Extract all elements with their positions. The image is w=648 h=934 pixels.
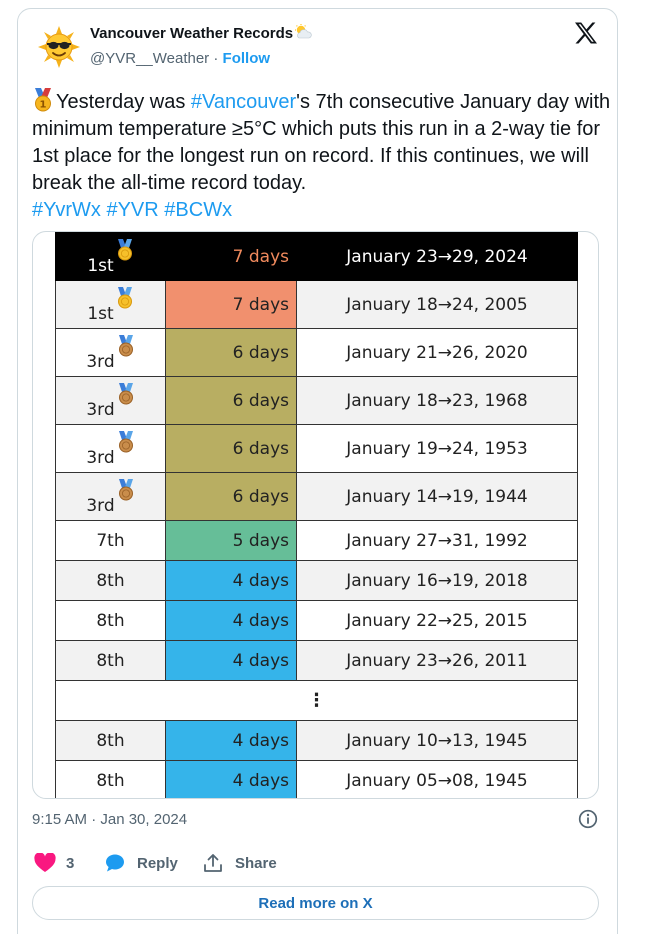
date-range-cell: January 18→23, 1968 [297, 377, 578, 425]
table-row [56, 681, 578, 721]
rank-label: 3rd [86, 496, 115, 516]
date-range-cell: January 16→19, 2018 [297, 561, 578, 601]
table-row [56, 233, 578, 281]
share-label: Share [235, 854, 277, 872]
handle[interactable]: @YVR__Weather [90, 50, 210, 67]
days-cell: 6 days [166, 425, 297, 473]
bronze-medal-icon [117, 335, 135, 357]
date-range-cell: January 10→13, 1945 [297, 721, 578, 761]
read-more-button[interactable]: Read more on X [32, 886, 599, 920]
rank-cell [56, 761, 166, 800]
rank-wrap [96, 731, 124, 751]
rank-cell [56, 329, 166, 377]
table-row [56, 473, 578, 521]
date-range-cell: January 23→26, 2011 [297, 641, 578, 681]
rank-label: 3rd [86, 352, 115, 372]
bronze-medal-icon [117, 383, 135, 405]
action-bar [32, 853, 592, 875]
rank-cell [56, 601, 166, 641]
hashtag-vancouver[interactable]: #Vancouver [190, 91, 297, 113]
date-range-cell: January 23→29, 2024 [297, 233, 578, 281]
share-upload-icon [203, 853, 223, 873]
rank-label: 8th [96, 610, 125, 631]
x-logo-icon[interactable] [574, 22, 598, 44]
rank-wrap [86, 483, 134, 516]
rank-cell [56, 521, 166, 561]
hashtag-yvr[interactable]: #YVR [106, 199, 159, 221]
table-ellipsis: ⋮ [56, 681, 578, 721]
days-cell: 7 days [166, 233, 297, 281]
sun-behind-cloud-icon [294, 24, 312, 40]
table-row [56, 281, 578, 329]
tweet-text [32, 88, 612, 224]
date-range-cell: January 22→25, 2015 [297, 601, 578, 641]
rank-wrap [96, 531, 124, 551]
handle-line [90, 50, 270, 67]
rank-label: 1st [87, 304, 114, 324]
rank-wrap [96, 611, 124, 631]
speech-bubble-icon [105, 853, 125, 873]
table-row [56, 561, 578, 601]
table-row [56, 377, 578, 425]
rank-wrap [96, 771, 124, 791]
reply-label: Reply [137, 854, 178, 872]
rank-wrap [96, 651, 124, 671]
tweet-text-part-1: Yesterday was [56, 91, 191, 113]
tweet-text-part-2: 's 7th consecutive January day with minimum temperature ≥5°C which puts this run in a 2-way tie for 1st place for the longest run on record. If this continues, we will break the all-time record today. [32, 91, 611, 194]
sunglasses-sun-icon[interactable] [38, 26, 80, 68]
rank-label: 8th [96, 570, 125, 591]
rank-wrap [87, 291, 133, 324]
rank-wrap [87, 243, 133, 276]
share-button[interactable] [203, 853, 277, 873]
date-range-cell: January 27→31, 1992 [297, 521, 578, 561]
hashtag-bcwx[interactable]: #BCWx [164, 199, 233, 221]
date-range-cell: January 18→24, 2005 [297, 281, 578, 329]
rank-cell [56, 473, 166, 521]
reply-button[interactable] [105, 853, 178, 873]
timestamp[interactable]: 9:15 AM · Jan 30, 2024 [32, 811, 188, 828]
date-range-cell: January 14→19, 1944 [297, 473, 578, 521]
rank-cell [56, 233, 166, 281]
rank-wrap [86, 387, 134, 420]
hashtag-yvrwx[interactable]: #YvrWx [32, 199, 101, 221]
days-cell: 4 days [166, 601, 297, 641]
table-row [56, 521, 578, 561]
follow-button[interactable]: Follow [222, 50, 271, 67]
date-range-cell: January 21→26, 2020 [297, 329, 578, 377]
days-cell: 6 days [166, 377, 297, 425]
handle-separator: · [209, 50, 223, 67]
display-name-text[interactable]: Vancouver Weather Records [90, 25, 294, 42]
rank-wrap [86, 339, 134, 372]
display-name[interactable] [90, 24, 312, 42]
bronze-medal-icon [117, 431, 135, 453]
rank-cell [56, 721, 166, 761]
rank-cell [56, 281, 166, 329]
bronze-medal-icon [117, 479, 135, 501]
table-row [56, 761, 578, 800]
svg-text:1: 1 [39, 99, 47, 111]
like-count: 3 [66, 854, 75, 872]
rank-wrap [86, 435, 134, 468]
date-range-cell: January 19→24, 1953 [297, 425, 578, 473]
info-icon[interactable] [578, 809, 598, 829]
rank-cell [56, 425, 166, 473]
table-row [56, 721, 578, 761]
rank-cell [56, 561, 166, 601]
rank-cell [56, 377, 166, 425]
gold-medal-icon [116, 239, 134, 261]
rank-wrap [96, 571, 124, 591]
table-row [56, 425, 578, 473]
days-cell: 4 days [166, 721, 297, 761]
rank-label: 1st [87, 256, 114, 276]
date-range-cell: January 05→08, 1945 [297, 761, 578, 800]
days-cell: 4 days [166, 641, 297, 681]
rank-cell [56, 641, 166, 681]
rank-label: 3rd [86, 448, 115, 468]
days-cell: 5 days [166, 521, 297, 561]
records-table [55, 232, 578, 799]
gold-medal-icon [116, 287, 134, 309]
rank-label: 8th [96, 650, 125, 671]
days-cell: 7 days [166, 281, 297, 329]
rank-label: 8th [96, 770, 125, 791]
heart-icon [34, 853, 56, 873]
rank-label: 3rd [86, 400, 115, 420]
table-row [56, 601, 578, 641]
days-cell: 4 days [166, 761, 297, 800]
table-row [56, 641, 578, 681]
table-row [56, 329, 578, 377]
days-cell: 6 days [166, 473, 297, 521]
days-cell: 6 days [166, 329, 297, 377]
rank-label: 7th [96, 530, 125, 551]
first-place-medal-icon [32, 88, 54, 112]
media-image[interactable] [32, 231, 599, 799]
like-button[interactable] [34, 853, 74, 873]
rank-label: 8th [96, 730, 125, 751]
days-cell: 4 days [166, 561, 297, 601]
